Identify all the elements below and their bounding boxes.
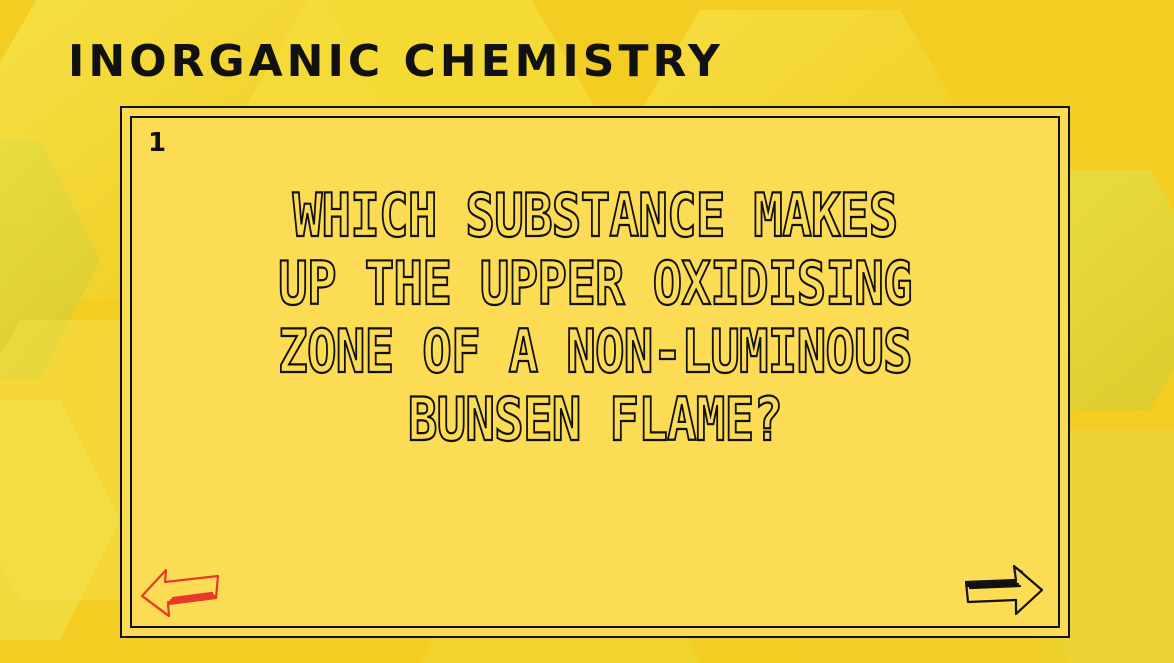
previous-button[interactable] — [138, 562, 220, 620]
page-title: INORGANIC CHEMISTRY — [68, 36, 724, 87]
right-arrow-icon — [964, 560, 1046, 620]
left-arrow-icon — [138, 562, 220, 620]
question-number: 1 — [148, 128, 167, 158]
next-button[interactable] — [964, 560, 1046, 620]
question-text: WHICH SUBSTANCE MAKES UP THE UPPER OXIDISING ZONE OF A NON-LUMINOUS BUNSEN FLAME? — [278, 181, 912, 455]
question-card — [120, 106, 1070, 638]
